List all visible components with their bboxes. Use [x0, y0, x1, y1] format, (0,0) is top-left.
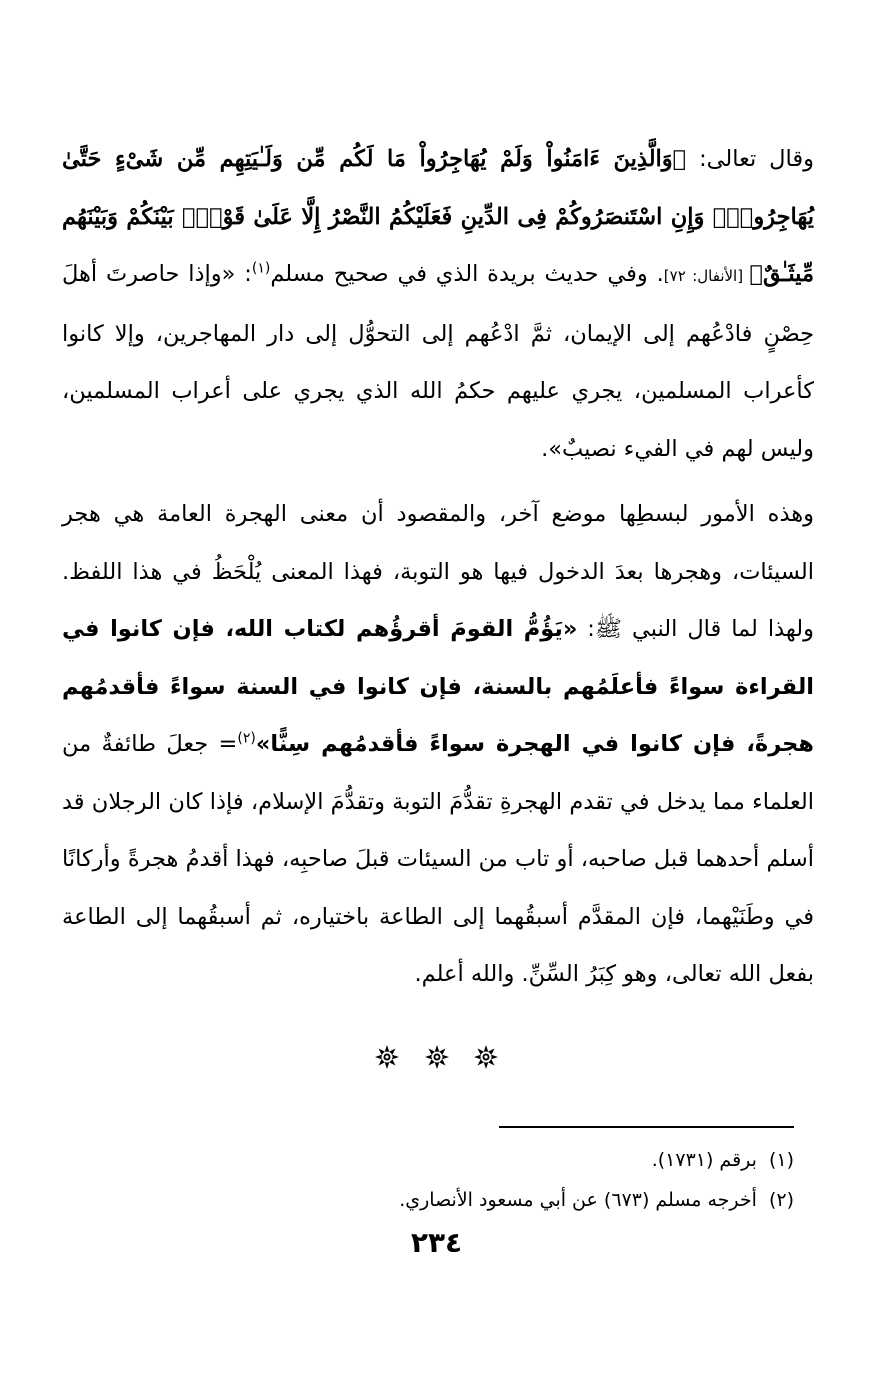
verse-reference: [الأنفال: ٧٢] — [663, 267, 750, 285]
eight-petal-flower-icon — [374, 1044, 400, 1070]
hadith-quote-1: «وإذا حاصرتَ أهلَ حِصْنٍ فادْعُهم إلى الإيمان، ثمَّ ادْعُهم إلى التحوُّل إلى دار المهاجرين، وإلا كانوا كأعراب المسلمين، يجري عليهم حكمُ الله الذي يجري على أعراب المسلمين، وليس لهم في الفيء نصيبٌ». — [62, 261, 814, 462]
paragraph-1 — [62, 131, 814, 478]
footnote-marker-1[interactable]: (١) — [251, 260, 271, 277]
footnote-2 — [94, 1180, 794, 1220]
section-divider-ornaments — [0, 1044, 873, 1070]
footnote-text: أخرجه مسلم (٦٧٣) عن أبي مسعود الأنصاري. — [399, 1189, 757, 1211]
paragraph-1-text: . وفي حديث بريدة الذي في صحيح مسلم — [270, 261, 664, 287]
footnote-text: برقم (١٧٣١). — [651, 1149, 757, 1171]
colon: : — [244, 261, 252, 287]
paragraph-2 — [62, 486, 814, 1004]
eight-petal-flower-icon — [424, 1044, 450, 1070]
footnote-number: (١) — [768, 1149, 794, 1171]
page-number: ٢٣٤ — [410, 1226, 463, 1259]
hadith-quote-2: «يَؤُمُّ القومَ أقرؤُهم لكتاب الله، فإن كانوا في القراءة سواءً فأعلَمُهم بالسنة، فإن كانوا في السنة سواءً فأقدمُهم هجرةً، فإن كانوا في الهجرة سواءً فأقدمُهم سِنًّا» — [62, 616, 815, 757]
paragraph-2-text-end: = جعلَ طائفةٌ من العلماء مما يدخل في تقدم الهجرةِ تقدُّمَ التوبة وتقدُّمَ الإسلام، فإذا كان الرجلان قد أسلم أحدهما قبل صاحبه، أو تاب من السيئات قبلَ صاحبِه، فهذا أقدمُ هجرةً وأركانًا في وطَنَيْهما، فإن المقدَّم أسبقُهما إلى الطاعة باختياره، ثم أسبقُهما إلى الطاعة بفعل الله تعالى، وهو كِبَرُ السِّنِّ. والله أعلم. — [62, 731, 814, 987]
footnote-marker-2[interactable]: (٢) — [237, 730, 256, 747]
footnote-1 — [94, 1140, 794, 1180]
footnote-number: (٢) — [768, 1189, 794, 1211]
paragraph-1-intro: وقال تعالى: — [686, 146, 814, 172]
quran-verse: ﴿وَالَّذِينَ ءَامَنُواْ وَلَمْ يُهَاجِرُواْ مَا لَكُم مِّن وَلَـٰيَتِهِم مِّن شَىْءٍ حَتَّىٰ يُهَاجِرُواْۚ وَإِنِ اسْتَنصَرُوكُمْ فِى الدِّينِ فَعَلَيْكُمُ النَّصْرُ إِلَّا عَلَىٰ قَوْمٍۢ بَيْنَكُمْ وَبَيْنَهُم مِّيثَـٰقٌ﴾ — [62, 146, 815, 287]
footnote-separator — [499, 1126, 794, 1128]
footnotes — [94, 1140, 794, 1220]
eight-petal-flower-icon — [473, 1044, 499, 1070]
paragraph-2-text-start: وهذه الأمور لبسطِها موضع آخر، والمقصود أن معنى الهجرة العامة هي هجر السيئات، وهجرها بعدَ الدخول فيها هو التوبة، فهذا المعنى يُلْحَظُ في هذا اللفظ. ولهذا لما قال النبي ﷺ: — [62, 501, 814, 642]
